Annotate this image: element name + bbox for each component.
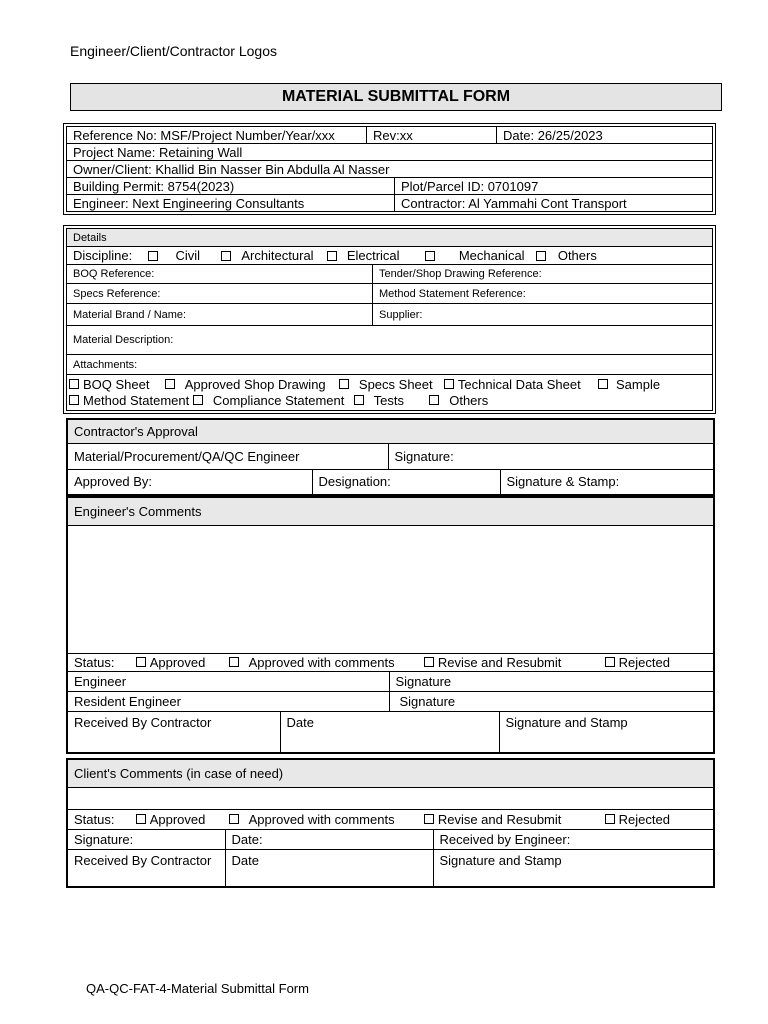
- supplier: Supplier:: [373, 304, 713, 326]
- received-by-engineer: Received by Engineer:: [433, 829, 714, 849]
- engineer-status-label: Status:: [74, 654, 115, 670]
- attachments-list: [67, 375, 713, 411]
- tests-label: Tests: [373, 392, 404, 408]
- approved-shop-drawing-checkbox[interactable]: [165, 379, 175, 389]
- engineer-rejected-label: Rejected: [618, 654, 670, 670]
- owner-client: Owner/Client: Khallid Bin Nasser Bin Abdulla Al Nasser: [67, 161, 713, 178]
- mechanical-checkbox[interactable]: [425, 251, 435, 261]
- technical-data-sheet-checkbox[interactable]: [444, 379, 454, 389]
- client-signature: Signature:: [67, 829, 225, 849]
- client-status-row: [67, 809, 714, 829]
- contractor-approval-header: Contractor's Approval: [67, 419, 714, 443]
- specs-sheet-checkbox[interactable]: [339, 379, 349, 389]
- client-received-date: Date: [225, 849, 433, 887]
- signature-stamp: Signature & Stamp:: [500, 469, 714, 495]
- material-brand: Material Brand / Name:: [67, 304, 373, 326]
- engineer-approved-checkbox[interactable]: [136, 657, 146, 667]
- discipline-label: Discipline:: [73, 248, 133, 263]
- method-statement-label: Method Statement: [83, 392, 190, 408]
- boq-sheet-checkbox[interactable]: [69, 379, 79, 389]
- engineer-comments-table: [66, 496, 715, 754]
- client-approved-comments-label: Approved with comments: [248, 811, 395, 827]
- form-title: MATERIAL SUBMITTAL FORM: [70, 83, 722, 111]
- footer-doc-code: QA-QC-FAT-4-Material Submittal Form: [86, 981, 309, 996]
- engineer-rejected-checkbox[interactable]: [605, 657, 615, 667]
- specs-sheet-label: Specs Sheet: [358, 376, 433, 392]
- architectural-label: Architectural: [241, 248, 314, 263]
- engineer-revise-label: Revise and Resubmit: [437, 654, 562, 670]
- others-attachment-label: Others: [449, 392, 489, 408]
- architectural-checkbox[interactable]: [221, 251, 231, 261]
- project-info-table: [66, 126, 713, 212]
- engineer-approved-label: Approved: [149, 654, 206, 670]
- engineer-status-row: [67, 653, 714, 671]
- client-signature-stamp: Signature and Stamp: [433, 849, 714, 887]
- engineer-row: Engineer: [67, 671, 389, 691]
- approved-shop-drawing-label: Approved Shop Drawing: [184, 376, 326, 392]
- client-comments-area[interactable]: [67, 787, 714, 809]
- boq-sheet-label: BOQ Sheet: [83, 376, 150, 392]
- specs-reference: Specs Reference:: [67, 284, 373, 304]
- others-checkbox[interactable]: [536, 251, 546, 261]
- technical-data-sheet-label: Technical Data Sheet: [457, 376, 581, 392]
- logos-placeholder: Engineer/Client/Contractor Logos: [70, 43, 278, 59]
- method-statement-reference: Method Statement Reference:: [373, 284, 713, 304]
- engineer-approved-comments-checkbox[interactable]: [229, 657, 239, 667]
- received-signature-stamp: Signature and Stamp: [499, 711, 714, 753]
- mechanical-label: Mechanical: [458, 248, 525, 263]
- received-date: Date: [280, 711, 499, 753]
- compliance-statement-checkbox[interactable]: [193, 395, 203, 405]
- tests-checkbox[interactable]: [354, 395, 364, 405]
- reference-no: Reference No: MSF/Project Number/Year/xxx: [67, 127, 367, 144]
- client-comments-table: [66, 758, 715, 888]
- others-attachment-checkbox[interactable]: [429, 395, 439, 405]
- received-by-contractor: Received By Contractor: [67, 711, 280, 753]
- designation: Designation:: [312, 469, 500, 495]
- others-label: Others: [557, 248, 597, 263]
- electrical-checkbox[interactable]: [327, 251, 337, 261]
- engineer-approved-comments-label: Approved with comments: [248, 654, 395, 670]
- plot-parcel-id: Plot/Parcel ID: 0701097: [395, 178, 713, 195]
- civil-label: Civil: [175, 248, 201, 263]
- client-revise-checkbox[interactable]: [424, 814, 434, 824]
- discipline-row: [67, 247, 713, 265]
- material-description: Material Description:: [67, 326, 713, 355]
- date: Date: 26/25/2023: [497, 127, 713, 144]
- details-header: Details: [67, 229, 713, 247]
- engineer-signature: Signature: [389, 671, 714, 691]
- revision: Rev:xx: [367, 127, 497, 144]
- engineer-name: Engineer: Next Engineering Consultants: [67, 195, 395, 212]
- engineer-comments-header: Engineer's Comments: [67, 497, 714, 525]
- engineer-comments-area[interactable]: [67, 525, 714, 653]
- compliance-statement-label: Compliance Statement: [212, 392, 345, 408]
- contractor-approval-table: [66, 418, 715, 496]
- client-rejected-checkbox[interactable]: [605, 814, 615, 824]
- contractor-name: Contractor: Al Yammahi Cont Transport: [395, 195, 713, 212]
- client-date: Date:: [225, 829, 433, 849]
- attachments-label: Attachments:: [67, 355, 713, 375]
- client-received-by-contractor: Received By Contractor: [67, 849, 225, 887]
- details-table: [66, 228, 713, 411]
- sample-checkbox[interactable]: [598, 379, 608, 389]
- method-statement-checkbox[interactable]: [69, 395, 79, 405]
- client-revise-label: Revise and Resubmit: [437, 811, 562, 827]
- client-approved-label: Approved: [149, 811, 206, 827]
- client-status-label: Status:: [74, 811, 115, 827]
- approved-by: Approved By:: [67, 469, 312, 495]
- sample-label: Sample: [615, 376, 661, 392]
- client-approved-comments-checkbox[interactable]: [229, 814, 239, 824]
- qaqc-engineer: Material/Procurement/QA/QC Engineer: [67, 443, 388, 469]
- resident-engineer-signature: Signature: [389, 691, 714, 711]
- boq-reference: BOQ Reference:: [67, 265, 373, 284]
- client-rejected-label: Rejected: [618, 811, 670, 827]
- tender-shop-drawing-reference: Tender/Shop Drawing Reference:: [373, 265, 713, 284]
- electrical-label: Electrical: [346, 248, 400, 263]
- engineer-revise-checkbox[interactable]: [424, 657, 434, 667]
- qaqc-signature: Signature:: [388, 443, 714, 469]
- client-comments-header: Client's Comments (in case of need): [67, 759, 714, 787]
- civil-checkbox[interactable]: [148, 251, 158, 261]
- client-approved-checkbox[interactable]: [136, 814, 146, 824]
- building-permit: Building Permit: 8754(2023): [67, 178, 395, 195]
- resident-engineer: Resident Engineer: [67, 691, 389, 711]
- project-name: Project Name: Retaining Wall: [67, 144, 713, 161]
